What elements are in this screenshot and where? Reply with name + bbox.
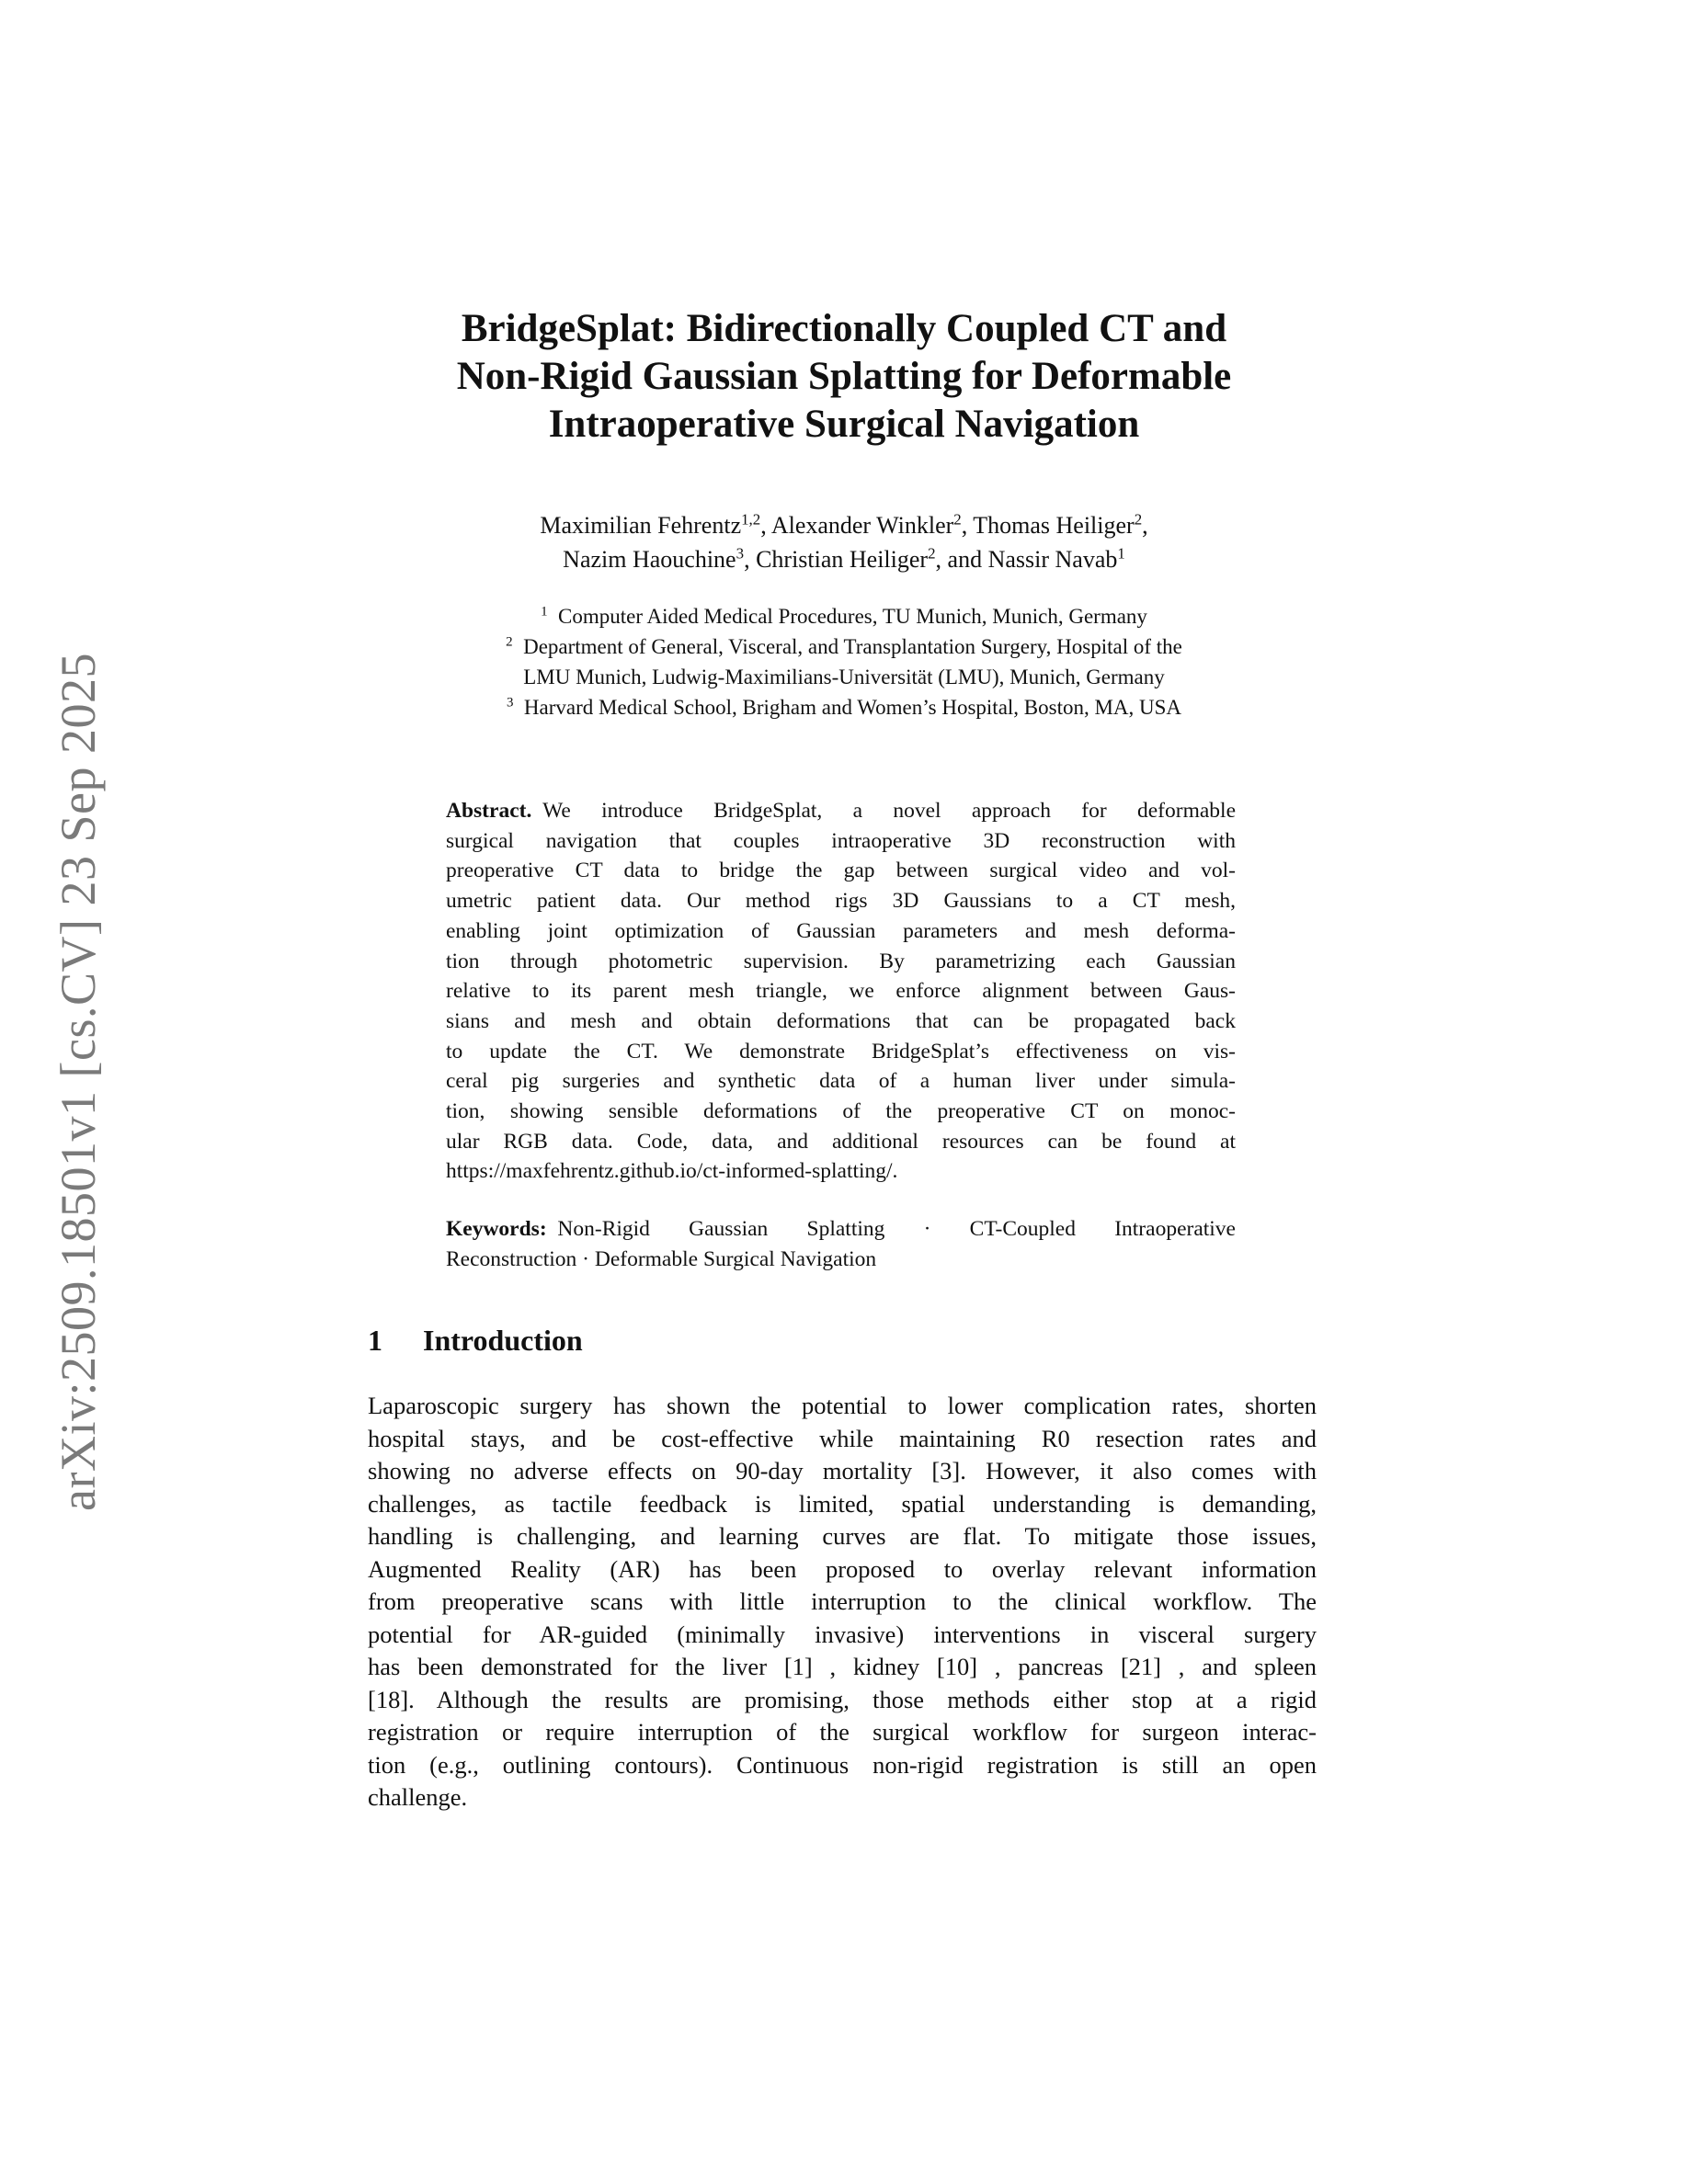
line-text: hospital stays, and be cost-effective while maintaining R0 resection rates and <box>368 1424 1317 1452</box>
text-line <box>368 1553 1317 1587</box>
paper-title <box>276 305 1412 449</box>
text-line <box>446 1245 1236 1275</box>
author-name: Thomas Heiliger <box>973 512 1135 539</box>
author-affil: 2 <box>1134 510 1143 529</box>
author-name: Nazim Haouchine <box>563 546 736 573</box>
text-line <box>446 856 1236 886</box>
text-line <box>368 1586 1317 1619</box>
line-text: has been demonstrated for the liver [1] , kidney [10] , pancreas [21] , and spleen <box>368 1653 1317 1680</box>
affiliations <box>276 601 1412 722</box>
text-line <box>446 1007 1236 1037</box>
affil-text: Department of General, Visceral, and Transplantation Surgery, Hospital of the <box>523 635 1182 658</box>
line-text: Augmented Reality (AR) has been proposed to overlay relevant information <box>368 1554 1317 1583</box>
text-line <box>368 1455 1317 1488</box>
affiliation <box>276 631 1412 662</box>
author-line: Nazim Haouchine$^3$, Christian Heiliger$^2$, and Nassir Navab$^1$ <box>563 544 1125 573</box>
line-text: challenges, as tactile feedback is limited, spatial understanding is demanding, <box>368 1489 1317 1518</box>
author-name: Maximilian Fehrentz <box>540 512 742 539</box>
line-text: ular RGB data. Code, data, and additional resources can be found at <box>446 1129 1236 1154</box>
label: Abstract. <box>446 799 532 823</box>
text-line <box>446 947 1236 977</box>
author-affil: 2 <box>928 544 936 563</box>
line-text: enabling joint optimization of Gaussian parameters and mesh deforma- <box>446 918 1236 943</box>
author-affil: 1,2 <box>741 510 761 529</box>
line-text: [18]. Although the results are promising, those methods either stop at a rigid <box>368 1685 1317 1713</box>
text-line <box>368 1619 1317 1652</box>
author-affil: 1 <box>1117 544 1125 563</box>
keywords <box>446 1214 1236 1275</box>
author-affil: 3 <box>736 544 745 563</box>
section-number: 1 <box>368 1324 382 1357</box>
affiliation <box>276 692 1412 722</box>
author-name: Christian Heiliger <box>756 546 929 573</box>
affil-number: 2 <box>506 634 513 650</box>
affil-text: LMU Munich, Ludwig-Maximilians-Universität (LMU), Munich, Germany <box>523 665 1165 688</box>
author-name: Nassir Navab <box>987 546 1118 573</box>
line-text: to update the CT. We demonstrate BridgeSplat’s effectiveness on vis- <box>446 1039 1236 1064</box>
author-line: Maximilian Fehrentz$^{1,2}$, Alexander Winkler$^2$, Thomas Heiliger$^2$, <box>540 510 1148 539</box>
affil-number: 3 <box>506 695 514 711</box>
line-text: handling is challenging, and learning curves are flat. To mitigate those issues, <box>368 1522 1317 1550</box>
affil-number: 1 <box>541 604 548 620</box>
text-line <box>446 1214 1236 1245</box>
author-affil: 2 <box>953 510 962 529</box>
affiliation-cont <box>276 662 1412 692</box>
text-line <box>446 1066 1236 1097</box>
text-line <box>368 1781 1317 1814</box>
line-text: We introduce BridgeSplat, a novel approach for deformable <box>542 799 1236 823</box>
arxiv-side-stamp: arXiv:2509.18501v1 [cs.CV] 23 Sep 2025 <box>51 653 106 1511</box>
text-line <box>368 1716 1317 1749</box>
text-line <box>368 1749 1317 1782</box>
text-line <box>368 1684 1317 1717</box>
text-line <box>368 1520 1317 1553</box>
line-text: tion through photometric supervision. By parametrizing each Gaussian <box>446 949 1236 973</box>
line-text: surgical navigation that couples intraoperative 3D reconstruction with <box>446 828 1236 853</box>
text-line <box>446 976 1236 1007</box>
line-text: tion, showing sensible deformations of the preoperative CT on monoc- <box>446 1099 1236 1124</box>
line-text: Laparoscopic surgery has shown the potential to lower complication rates, shorten <box>368 1392 1317 1419</box>
line-text: https://maxfehrentz.github.io/ct-informed-splatting/. <box>446 1159 898 1184</box>
line-text: ceral pig surgeries and synthetic data of a human liver under simula- <box>446 1069 1236 1094</box>
title-line: BridgeSplat: Bidirectionally Coupled CT and <box>461 307 1227 350</box>
line-text: registration or require interruption of the surgical workflow for surgeon interac- <box>368 1718 1317 1746</box>
text-line <box>368 1651 1317 1684</box>
text-line <box>446 1127 1236 1157</box>
author-name: Alexander Winkler <box>770 512 954 539</box>
line-text: relative to its parent mesh triangle, we enforce alignment between Gaus- <box>446 979 1236 1004</box>
text-line <box>446 796 1236 826</box>
label: Keywords: <box>446 1217 547 1241</box>
affil-text: Harvard Medical School, Brigham and Women’s Hospital, Boston, MA, USA <box>523 696 1182 719</box>
line-text: challenge. <box>368 1783 468 1811</box>
line-text: sians and mesh and obtain deformations that can be propagated back <box>446 1008 1236 1033</box>
title-line: Non-Rigid Gaussian Splatting for Deformable <box>456 355 1232 398</box>
text-line <box>368 1423 1317 1456</box>
author-list <box>276 508 1412 576</box>
text-line <box>446 1037 1236 1067</box>
body-text <box>368 1390 1317 1814</box>
text-line <box>368 1488 1317 1521</box>
text-line <box>446 916 1236 947</box>
line-text: umetric patient data. Our method rigs 3D Gaussians to a CT mesh, <box>446 889 1236 914</box>
section-title: Introduction <box>423 1324 583 1357</box>
text-line <box>446 1097 1236 1127</box>
text-line <box>368 1390 1317 1423</box>
line-text: Non-Rigid Gaussian Splatting · CT-Coupled Intraoperative <box>557 1217 1236 1241</box>
text-line <box>446 1156 1236 1187</box>
affiliation <box>276 601 1412 631</box>
line-text: potential for AR-guided (minimally invasive) interventions in visceral surgery <box>368 1620 1317 1648</box>
line-text: preoperative CT data to bridge the gap between surgical video and vol- <box>446 859 1236 883</box>
text-line <box>446 826 1236 857</box>
section-heading <box>368 1324 583 1358</box>
abstract <box>446 796 1236 1187</box>
line-text: from preoperative scans with little interruption to the clinical workflow. The <box>368 1587 1317 1615</box>
line-text: Reconstruction · Deformable Surgical Navigation <box>446 1247 877 1271</box>
text-line <box>446 886 1236 916</box>
line-text: showing no adverse effects on 90-day mortality [3]. However, it also comes with <box>368 1457 1317 1484</box>
affil-text: Computer Aided Medical Procedures, TU Munich, Munich, Germany <box>558 605 1147 628</box>
title-line: Intraoperative Surgical Navigation <box>548 403 1140 446</box>
line-text: tion (e.g., outlining contours). Continuous non-rigid registration is still an open <box>368 1750 1317 1779</box>
